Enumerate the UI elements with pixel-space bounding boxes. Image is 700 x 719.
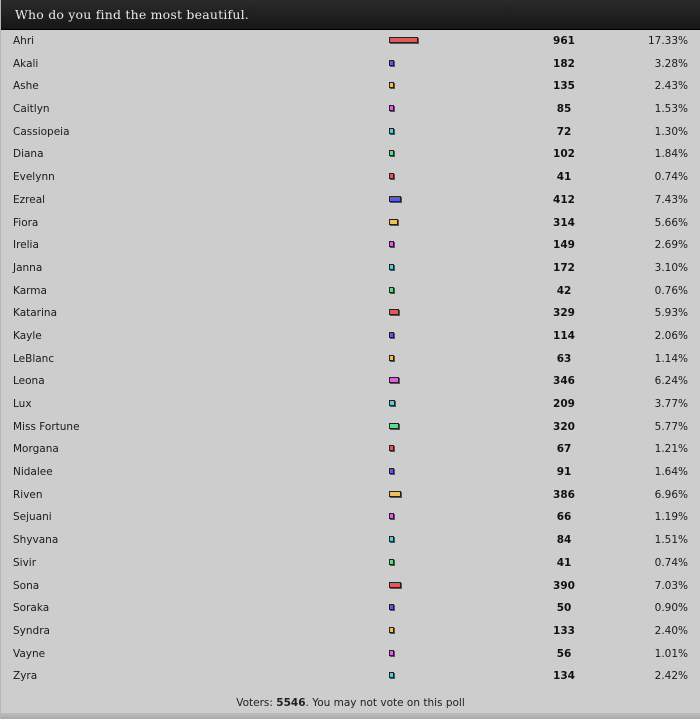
option-name: Sivir <box>13 556 37 569</box>
poll-option-row <box>1 280 700 303</box>
poll-option-row <box>1 325 700 348</box>
option-result-bar <box>389 105 394 111</box>
option-percent: 1.19% <box>654 511 688 524</box>
option-result-bar <box>389 173 394 179</box>
poll-option-row <box>1 75 700 98</box>
option-percent: 1.30% <box>654 125 688 138</box>
poll-option-row <box>1 529 700 552</box>
poll-option-row <box>1 348 700 371</box>
option-vote-count: 182 <box>553 57 575 70</box>
option-vote-count: 346 <box>553 375 575 388</box>
poll-option-row <box>1 30 700 53</box>
option-name: Soraka <box>13 602 50 615</box>
option-percent: 1.53% <box>654 103 688 116</box>
option-percent: 1.21% <box>654 443 688 456</box>
option-result-bar <box>389 513 394 519</box>
option-percent: 0.74% <box>654 556 688 569</box>
poll-header <box>1 0 700 30</box>
poll-title: Who do you find the most beautiful. <box>15 7 249 22</box>
option-name: Katarina <box>13 307 58 320</box>
option-name: Ahri <box>13 35 35 47</box>
option-vote-count: 63 <box>556 352 572 365</box>
option-name: Diana <box>13 148 44 161</box>
option-vote-count: 66 <box>556 511 572 524</box>
poll-option-row <box>1 98 700 121</box>
option-vote-count: 390 <box>553 579 575 592</box>
poll-option-row <box>1 257 700 280</box>
option-vote-count: 91 <box>556 466 572 479</box>
option-result-bar <box>389 491 401 497</box>
poll-bottom-edge <box>1 713 700 719</box>
option-vote-count: 67 <box>556 443 572 456</box>
option-percent: 5.93% <box>654 307 688 320</box>
poll-option-row <box>1 552 700 575</box>
option-name: Morgana <box>13 443 59 456</box>
option-vote-count: 42 <box>556 284 572 297</box>
poll-option-row <box>1 665 700 688</box>
option-vote-count: 114 <box>553 329 575 342</box>
option-name: Lux <box>13 398 32 410</box>
option-percent: 5.77% <box>654 420 688 433</box>
option-result-bar <box>389 468 394 474</box>
option-result-bar <box>389 309 399 315</box>
option-result-bar <box>389 604 394 610</box>
poll-option-row <box>1 143 700 166</box>
option-result-bar <box>389 332 394 338</box>
option-vote-count: 320 <box>553 420 575 433</box>
option-result-bar <box>389 400 395 406</box>
poll-option-row <box>1 597 700 620</box>
option-vote-count: 72 <box>556 125 572 138</box>
option-percent: 2.42% <box>654 670 688 683</box>
poll-option-row <box>1 302 700 325</box>
option-result-bar <box>389 128 394 134</box>
option-vote-count: 41 <box>556 556 572 569</box>
option-vote-count: 133 <box>553 624 575 637</box>
option-percent: 17.33% <box>647 35 688 47</box>
option-name: Karma <box>13 284 47 297</box>
poll-option-row <box>1 575 700 598</box>
option-vote-count: 134 <box>553 670 575 683</box>
poll-option-row <box>1 212 700 235</box>
option-percent: 3.28% <box>654 57 688 70</box>
option-percent: 6.24% <box>654 375 688 388</box>
option-percent: 2.06% <box>654 329 688 342</box>
option-percent: 0.76% <box>654 284 688 297</box>
option-vote-count: 386 <box>553 488 575 501</box>
option-name: Zyra <box>13 670 38 683</box>
poll-status-text: . You may not vote on this poll <box>305 697 465 709</box>
poll-option-row <box>1 620 700 643</box>
option-percent: 1.64% <box>654 466 688 479</box>
option-vote-count: 56 <box>556 647 572 660</box>
option-name: Fiora <box>13 216 39 229</box>
option-vote-count: 329 <box>553 307 575 320</box>
option-result-bar <box>389 536 394 542</box>
voters-count: 5546 <box>276 697 306 709</box>
option-result-bar <box>389 445 394 451</box>
option-result-bar <box>389 287 394 293</box>
poll-option-row <box>1 53 700 76</box>
poll-option-row <box>1 461 700 484</box>
option-percent: 1.14% <box>654 352 688 365</box>
option-name: Shyvana <box>13 534 59 547</box>
option-name: Syndra <box>13 624 50 637</box>
option-name: Miss Fortune <box>13 420 80 433</box>
option-vote-count: 172 <box>553 261 575 274</box>
option-name: Vayne <box>13 647 46 660</box>
poll-option-row <box>1 189 700 212</box>
option-name: Sejuani <box>13 511 52 524</box>
option-result-bar <box>389 582 401 588</box>
option-result-bar <box>389 423 399 429</box>
option-percent: 1.01% <box>654 647 688 660</box>
option-name: Cassiopeia <box>13 125 70 138</box>
option-result-bar <box>389 60 394 66</box>
option-name: Kayle <box>13 329 42 342</box>
option-vote-count: 50 <box>556 602 572 615</box>
poll-option-row <box>1 484 700 507</box>
poll-option-row <box>1 121 700 144</box>
voters-label: Voters: <box>236 697 273 709</box>
option-percent: 3.10% <box>654 261 688 274</box>
option-result-bar <box>389 37 418 43</box>
poll-option-row <box>1 166 700 189</box>
option-name: Riven <box>13 488 43 501</box>
option-percent: 7.43% <box>654 193 688 206</box>
option-result-bar <box>389 82 394 88</box>
option-name: Ashe <box>13 80 39 93</box>
option-name: LeBlanc <box>13 352 55 365</box>
option-result-bar <box>389 150 394 156</box>
option-result-bar <box>389 627 394 633</box>
option-name: Ezreal <box>13 193 46 206</box>
option-name: Nidalee <box>13 466 53 479</box>
option-vote-count: 961 <box>553 35 575 47</box>
option-percent: 3.77% <box>654 398 688 410</box>
poll-option-row <box>1 438 700 461</box>
option-vote-count: 149 <box>553 239 575 252</box>
option-result-bar <box>389 672 394 678</box>
option-result-bar <box>389 264 394 270</box>
poll-results-list <box>1 30 700 688</box>
option-vote-count: 85 <box>556 103 572 116</box>
option-percent: 5.66% <box>654 216 688 229</box>
poll-option-row <box>1 393 700 416</box>
option-result-bar <box>389 241 394 247</box>
option-percent: 7.03% <box>654 579 688 592</box>
option-name: Akali <box>13 57 39 70</box>
option-percent: 2.40% <box>654 624 688 637</box>
option-result-bar <box>389 196 401 202</box>
option-name: Janna <box>13 261 43 274</box>
option-name: Sona <box>13 579 40 592</box>
option-percent: 0.90% <box>654 602 688 615</box>
option-result-bar <box>389 650 394 656</box>
option-result-bar <box>389 559 394 565</box>
option-name: Irelia <box>13 239 39 252</box>
poll-option-row <box>1 234 700 257</box>
option-percent: 2.43% <box>654 80 688 93</box>
option-percent: 2.69% <box>654 239 688 252</box>
option-result-bar <box>389 219 398 225</box>
option-name: Evelynn <box>13 171 55 184</box>
option-name: Caitlyn <box>13 103 50 116</box>
option-percent: 6.96% <box>654 488 688 501</box>
poll-footer <box>1 697 700 709</box>
option-vote-count: 84 <box>556 534 572 547</box>
option-vote-count: 135 <box>553 80 575 93</box>
poll-option-row <box>1 370 700 393</box>
option-name: Leona <box>13 375 45 388</box>
option-percent: 0.74% <box>654 171 688 184</box>
poll-option-row <box>1 416 700 439</box>
option-result-bar <box>389 377 399 383</box>
option-vote-count: 102 <box>553 148 575 161</box>
poll-option-row <box>1 506 700 529</box>
option-result-bar <box>389 355 394 361</box>
option-vote-count: 314 <box>553 216 575 229</box>
option-vote-count: 209 <box>553 398 575 410</box>
option-percent: 1.84% <box>654 148 688 161</box>
poll-option-row <box>1 643 700 666</box>
option-percent: 1.51% <box>654 534 688 547</box>
option-vote-count: 412 <box>553 193 575 206</box>
option-vote-count: 41 <box>556 171 572 184</box>
